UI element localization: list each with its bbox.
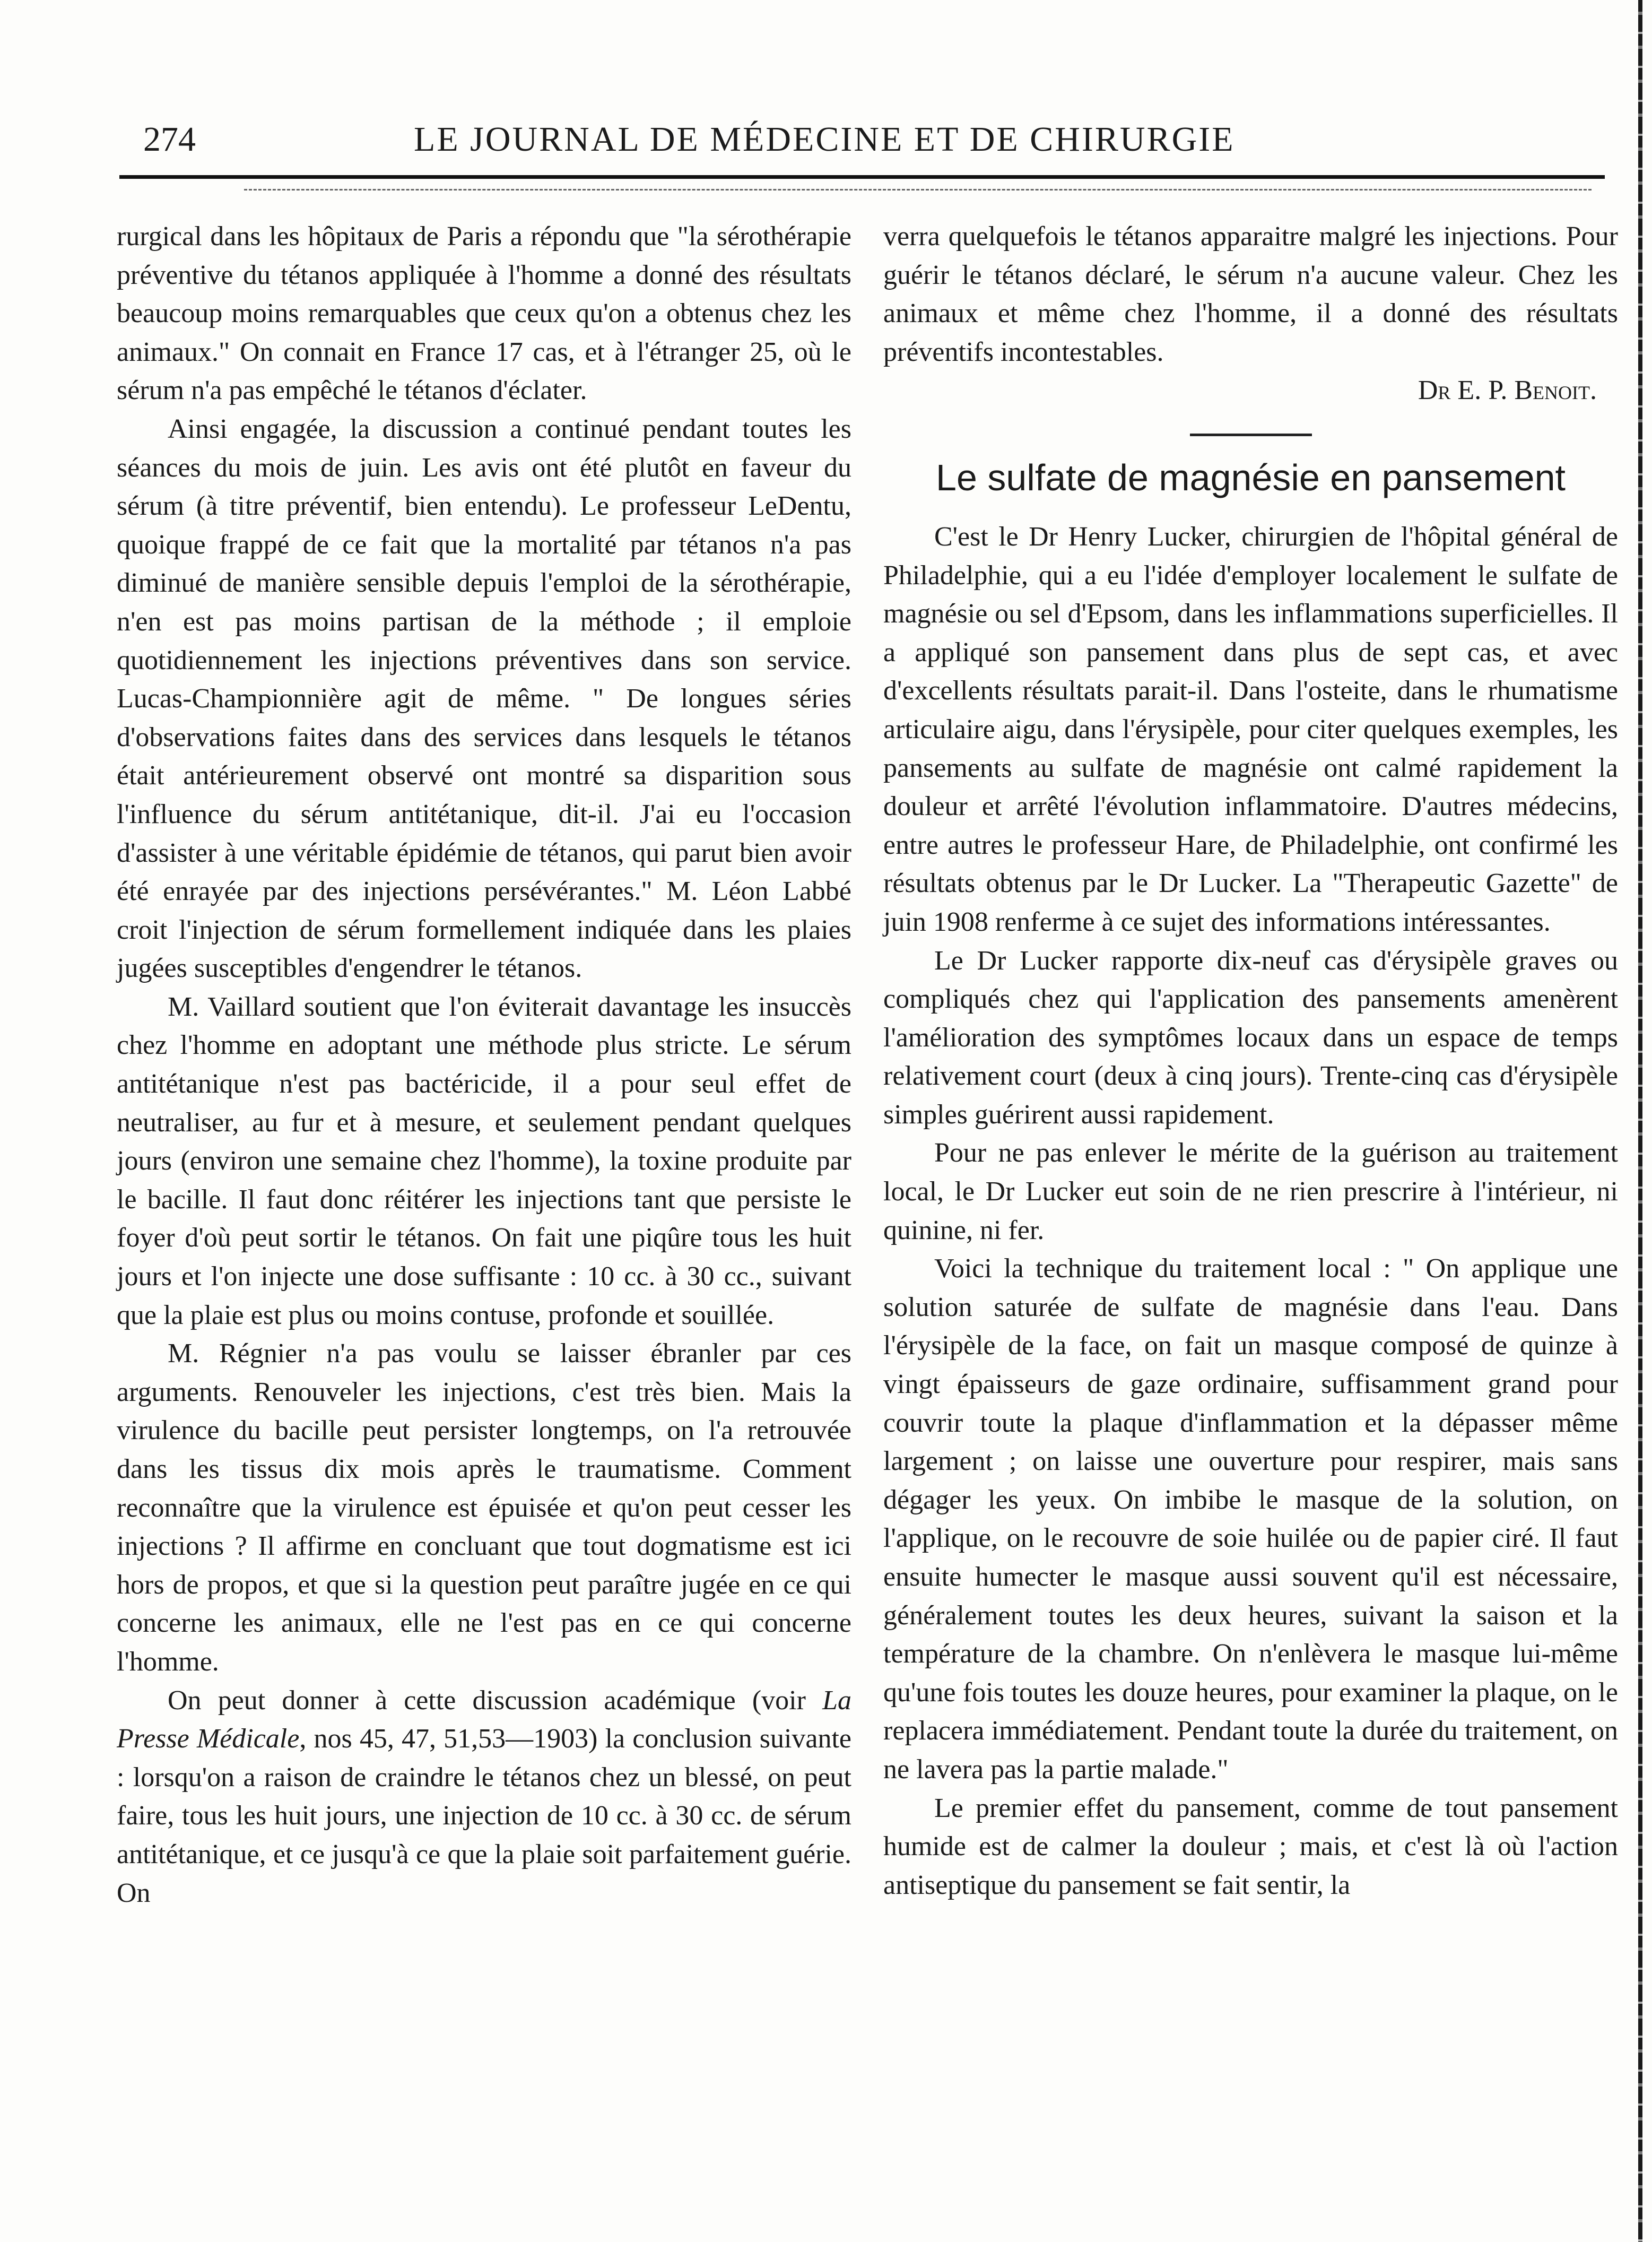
- paragraph: C'est le Dr Henry Lucker, chirurgien de l'hôpital général de Philadelphie, qui a eu l'idée d'employer localement le sulfate de magnésie ou sel d'Epsom, dans les inflammations superficielles. Il a appliqué son pansement dans plus de sept cas, et avec d'excellents résultats parait-il. Dans l'osteite, dans le rhumatisme articulaire aigu, dans l'érysipèle, pour citer quelques exemples, les pansements au sulfate de magnésie ont calmé rapidement la douleur et arrêté l'évolution inflammatoire. D'autres médecins, entre autres le professeur Hare, de Philadelphie, ont confirmé les résultats obtenus par le Dr Lucker. La "Therapeutic Gazette" de juin 1908 renferme à ce sujet des informations intéressantes.: [883, 521, 1618, 937]
- page-header: [138, 114, 1592, 162]
- paragraph-text: , nos 45, 47, 51,53—1903) la conclusion suivante : lorsqu'on a raison de craindre le tétanos chez un blessé, on peut faire, tous les huit jours, une injection de 10 cc. à 30 cc. de sérum antitétanique, et ce jusqu'à ce que la plaie soit parfaitement guérie. On: [117, 1724, 851, 1908]
- running-title: LE JOURNAL DE MÉDECINE ET DE CHIRURGIE: [414, 120, 1235, 159]
- paragraph: rurgical dans les hôpitaux de Paris a répondu que "la sérothérapie préventive du tétanos appliquée à l'homme a donné des résultats beaucoup moins remarquables que ceux qu'on a obtenus chez les animaux." On connait en France 17 cas, et à l'étranger 25, où le sérum n'a pas empêché le tétanos d'éclater.: [117, 221, 851, 406]
- paragraph: Le Dr Lucker rapporte dix-neuf cas d'érysipèle graves ou compliqués chez qui l'application des pansements amenèrent l'amélioration des symptômes locaux dans un espace de temps relativement court (deux à cinq jours). Trente-cinq cas d'érysipèle simples guérirent aussi rapidement.: [883, 945, 1618, 1130]
- journal-citation: La Presse Médicale: [117, 1685, 851, 1754]
- left-column: [117, 218, 851, 1912]
- page-number: 274: [143, 120, 196, 159]
- paragraph: Pour ne pas enlever le mérite de la guérison au traitement local, le Dr Lucker eut soin de ne rien prescrire à l'intérieur, ni quinine, ni fer.: [883, 1138, 1618, 1245]
- page-edge-border: [1638, 0, 1642, 2242]
- paragraph: Ainsi engagée, la discussion a continué pendant toutes les séances du mois de juin. Les avis ont été plutôt en faveur du sérum (à titre préventif, bien entendu). Le professeur LeDentu, quoique frappé de ce fait que la mortalité par tétanos n'a pas diminué de manière sensible depuis l'emploi de la sérothérapie, n'en est pas moins partisan de la méthode ; il emploie quotidiennement les injections préventives dans son service. Lucas-Championnière agit de même. " De longues séries d'observations faites dans des services dans lesquels le tétanos était antérieurement observé ont montré sa disparition sous l'influence du sérum antitétanique, dit-il. J'ai eu l'occasion d'assister à une véritable épidémie de tétanos, qui parut bien avoir été enrayée par des injections persévérantes." M. Léon Labbé croit l'injection de sérum formellement indiquée dans les plaies jugées susceptibles d'engendrer le tétanos.: [117, 413, 851, 984]
- header-rule: [119, 175, 1605, 179]
- paragraph: M. Vaillard soutient que l'on éviterait davantage les insuccès chez l'homme en adoptant une méthode plus stricte. Le sérum antitétanique n'est pas bactéricide, il a pour seul effet de neutraliser, au fur et à mesure, et seulement pendant quelques jours (environ une semaine chez l'homme), la toxine produite par le bacille. Il faut donc réitérer les injections tant que persiste le foyer d'où peut sortir le tétanos. On fait une piqûre tous les huit jours et l'on injecte une dose suffisante : 10 cc. à 30 cc., suivant que la plaie est plus ou moins contuse, profonde et souillée.: [117, 991, 851, 1330]
- header-rule-secondary: [244, 189, 1592, 191]
- right-column: [883, 218, 1618, 1905]
- paragraph: Le premier effet du pansement, comme de tout pansement humide est de calmer la douleur ; mais, et c'est là où l'action antiseptique du pansement se fait sentir, la: [883, 1793, 1618, 1900]
- article-title: Le sulfate de magnésie en pansement: [936, 456, 1566, 498]
- author-signature: Dr E. P. Benoit.: [1418, 375, 1597, 406]
- paragraph: Voici la technique du traitement local : " On applique une solution saturée de sulfate de magnésie dans l'eau. Dans l'érysipèle de la face, on fait un masque composé de quinze à vingt épaisseurs de gaze ordinaire, suffisamment grand pour couvrir toute la plaque d'inflammation et la dépasser même largement ; on laisse une ouverture pour respirer, mais sans dégager les yeux. On imbibe le masque de la solution, on l'applique, on le recouvre de soie huilée ou de papier ciré. Il faut ensuite humecter le masque aussi souvent qu'il est nécessaire, généralement toutes les deux heures, suivant la saison et la température de la chambre. On n'enlèvera le masque lui-même qu'une fois toutes les douze heures, pour examiner la plaque, on le replacera immédiatement. Pendant toute la durée du traitement, on ne lavera pas la partie malade.": [883, 1253, 1618, 1785]
- paragraph: M. Régnier n'a pas voulu se laisser ébranler par ces arguments. Renouveler les injections, c'est très bien. Mais la virulence du bacille peut persister longtemps, on l'a retrouvée dans les tissus dix mois après le traumatisme. Comment reconnaître que la virulence est épuisée et qu'on peut cesser les injections ? Il affirme en concluant que tout dogmatisme est ici hors de propos, et que si la question peut paraître jugée en ce qui concerne les animaux, elle ne l'est pas en ce qui concerne l'homme.: [117, 1338, 851, 1677]
- section-divider: [1190, 434, 1312, 436]
- paragraph-text: On peut donner à cette discussion académique (voir: [168, 1685, 823, 1716]
- paragraph: verra quelquefois le tétanos apparaitre malgré les injections. Pour guérir le tétanos déclaré, le sérum n'a aucune valeur. Chez les animaux et même chez l'homme, il a donné des résultats préventifs incontestables.: [883, 221, 1618, 367]
- paragraph: [117, 1682, 851, 1913]
